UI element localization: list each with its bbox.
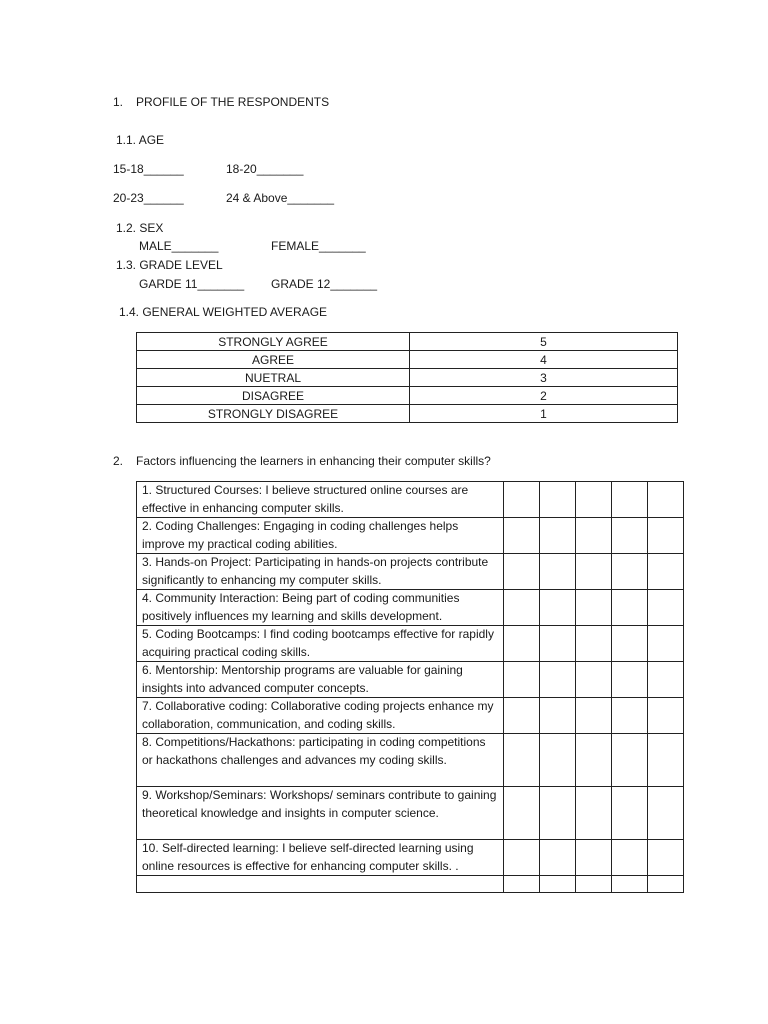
rating-cell[interactable] — [612, 734, 648, 787]
section2-number: 2. — [113, 454, 124, 468]
factor-statement: 1. Structured Courses: I believe structured online courses are effective in enhancing computer skills. — [137, 482, 504, 518]
factor-statement: 4. Community Interaction: Being part of coding communities positively influences my learning and skills development. — [137, 590, 504, 626]
rating-cell[interactable] — [612, 482, 648, 518]
rating-cell[interactable] — [504, 734, 540, 787]
rating-cell[interactable] — [576, 876, 612, 893]
factor-statement: 3. Hands-on Project: Participating in hands-on projects contribute significantly to enhancing my computer skills. — [137, 554, 504, 590]
rating-cell[interactable] — [612, 840, 648, 876]
sex-option-male: MALE_______ — [139, 239, 219, 253]
table-row — [137, 662, 684, 698]
rating-cell[interactable] — [612, 876, 648, 893]
table-row — [137, 482, 684, 518]
scale-label: AGREE — [137, 351, 410, 369]
table-row — [137, 369, 678, 387]
age-option-24-above: 24 & Above_______ — [226, 191, 335, 205]
age-option-15-18: 15-18______ — [113, 162, 184, 176]
rating-cell[interactable] — [540, 787, 576, 840]
rating-cell[interactable] — [576, 698, 612, 734]
factor-statement: 10. Self-directed learning: I believe self-directed learning using online resources is effective for enhancing computer skills. . — [137, 840, 504, 876]
table-row — [137, 554, 684, 590]
rating-cell[interactable] — [504, 518, 540, 554]
rating-cell[interactable] — [612, 698, 648, 734]
rating-cell[interactable] — [612, 787, 648, 840]
table-row — [137, 518, 684, 554]
section1-number: 1. — [113, 95, 124, 109]
factor-statement: 8. Competitions/Hackathons: participating in coding competitions or hackathons challenges and advances my coding skills. — [137, 734, 504, 787]
rating-cell[interactable] — [648, 698, 684, 734]
scale-label: DISAGREE — [137, 387, 410, 405]
section2-title: Factors influencing the learners in enhancing their computer skills? — [136, 454, 491, 468]
scale-label: NUETRAL — [137, 369, 410, 387]
rating-cell[interactable] — [540, 876, 576, 893]
scale-label: STRONGLY DISAGREE — [137, 405, 410, 423]
age-label: 1.1. AGE — [116, 133, 165, 147]
factors-table — [136, 481, 684, 893]
rating-cell[interactable] — [612, 626, 648, 662]
rating-cell[interactable] — [576, 626, 612, 662]
rating-cell[interactable] — [540, 840, 576, 876]
factor-statement: 2. Coding Challenges: Engaging in coding challenges helps improve my practical coding abilities. — [137, 518, 504, 554]
rating-cell[interactable] — [504, 626, 540, 662]
rating-cell[interactable] — [648, 626, 684, 662]
rating-cell[interactable] — [648, 876, 684, 893]
table-row — [137, 590, 684, 626]
table-row — [137, 387, 678, 405]
age-option-18-20: 18-20_______ — [226, 162, 304, 176]
table-row — [137, 734, 684, 787]
table-row — [137, 351, 678, 369]
rating-scale-table — [136, 332, 678, 423]
rating-cell[interactable] — [504, 590, 540, 626]
scale-value: 2 — [410, 387, 678, 405]
rating-cell[interactable] — [540, 626, 576, 662]
table-row — [137, 698, 684, 734]
rating-cell[interactable] — [576, 840, 612, 876]
rating-cell[interactable] — [648, 662, 684, 698]
factor-statement: 9. Workshop/Seminars: Workshops/ seminars contribute to gaining theoretical knowledge and insights in computer science. — [137, 787, 504, 840]
table-row — [137, 876, 684, 893]
table-row — [137, 840, 684, 876]
rating-cell[interactable] — [648, 734, 684, 787]
rating-cell[interactable] — [540, 734, 576, 787]
scale-label: STRONGLY AGREE — [137, 333, 410, 351]
rating-cell[interactable] — [504, 698, 540, 734]
rating-cell[interactable] — [648, 840, 684, 876]
sex-option-female: FEMALE_______ — [271, 239, 366, 253]
factor-statement: 7. Collaborative coding: Collaborative coding projects enhance my collaboration, communication, and coding skills. — [137, 698, 504, 734]
gwa-label: 1.4. GENERAL WEIGHTED AVERAGE — [119, 305, 328, 319]
rating-cell[interactable] — [504, 840, 540, 876]
rating-cell[interactable] — [648, 482, 684, 518]
rating-cell[interactable] — [540, 518, 576, 554]
sex-label: 1.2. SEX — [116, 221, 164, 235]
rating-cell[interactable] — [576, 482, 612, 518]
rating-cell[interactable] — [648, 554, 684, 590]
scale-value: 3 — [410, 369, 678, 387]
rating-cell[interactable] — [540, 590, 576, 626]
rating-cell[interactable] — [576, 787, 612, 840]
rating-cell[interactable] — [576, 554, 612, 590]
rating-cell[interactable] — [504, 787, 540, 840]
rating-cell[interactable] — [504, 876, 540, 893]
rating-cell[interactable] — [504, 662, 540, 698]
grade-option-12: GRADE 12_______ — [271, 277, 378, 291]
rating-cell[interactable] — [540, 554, 576, 590]
rating-cell[interactable] — [576, 662, 612, 698]
scale-value: 1 — [410, 405, 678, 423]
rating-cell[interactable] — [612, 662, 648, 698]
factor-statement: 5. Coding Bootcamps: I find coding bootcamps effective for rapidly acquiring practical coding skills. — [137, 626, 504, 662]
rating-cell[interactable] — [612, 590, 648, 626]
empty-statement-cell[interactable] — [137, 876, 504, 893]
grade-option-11: GARDE 11_______ — [139, 277, 245, 291]
scale-value: 4 — [410, 351, 678, 369]
rating-cell[interactable] — [648, 787, 684, 840]
scale-value: 5 — [410, 333, 678, 351]
rating-cell[interactable] — [648, 518, 684, 554]
section1-title: PROFILE OF THE RESPONDENTS — [136, 95, 330, 109]
rating-cell[interactable] — [540, 698, 576, 734]
rating-cell[interactable] — [504, 482, 540, 518]
factor-statement: 6. Mentorship: Mentorship programs are valuable for gaining insights into advanced computer concepts. — [137, 662, 504, 698]
table-row — [137, 626, 684, 662]
rating-cell[interactable] — [504, 554, 540, 590]
rating-cell[interactable] — [540, 482, 576, 518]
rating-cell[interactable] — [576, 590, 612, 626]
grade-level-label: 1.3. GRADE LEVEL — [116, 258, 223, 272]
rating-cell[interactable] — [612, 554, 648, 590]
rating-cell[interactable] — [612, 518, 648, 554]
table-row — [137, 405, 678, 423]
rating-cell[interactable] — [648, 590, 684, 626]
table-row — [137, 333, 678, 351]
rating-cell[interactable] — [576, 518, 612, 554]
rating-cell[interactable] — [576, 734, 612, 787]
table-row — [137, 787, 684, 840]
age-option-20-23: 20-23______ — [113, 191, 184, 205]
rating-cell[interactable] — [540, 662, 576, 698]
